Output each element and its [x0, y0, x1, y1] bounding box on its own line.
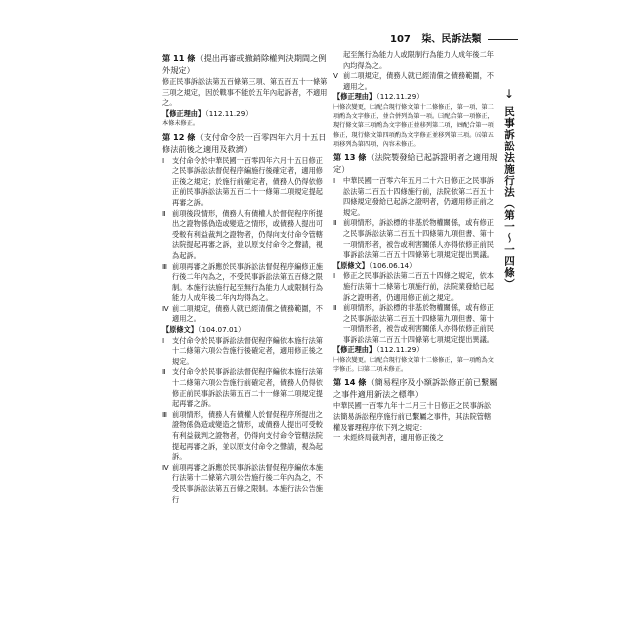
article-12-orig-para-4: Ⅳ 前項再審之訴應於民事訴訟法督促程序編依本施行法第十二條第六項公告施行後二年內為之，不受民事訴訟法第五百條之限制。本施行法公告施行 — [162, 462, 323, 504]
article-11-reason-text: 本條未修正。 — [162, 120, 200, 128]
page-number: 107 — [390, 34, 411, 45]
article-12-original-label: 【原條文】（104.07.01） — [162, 325, 246, 335]
article-12-orig-para-2: Ⅱ 支付命令於民事訴訟法督促程序編依本施行法第十二條第六項公告施行前確定者，債務人仍得依修正前民事訴訟法第五百二十一條第二項規定提起再審之訴。 — [162, 367, 323, 409]
chapter-title: 柒、民訴法類 — [421, 34, 482, 45]
article-11-reason: 【修正理由】（112.11.29） — [162, 108, 253, 118]
down-arrow-icon: ↓ — [504, 87, 515, 101]
article-13-orig-para-2: Ⅱ 前項情形，訴訟標的非基於物權關係，或有修正之民事訴訟法第二百五十四條第九項但書、第十一項情形者，被告或利害關係人亦得依修正前民事訴訟法第二百五十四條第七項規定提出異議。 — [333, 303, 494, 344]
side-tab — [500, 88, 526, 288]
article-12-orig-continued: 起至無行為能力人或限制行為能力人成年後二年內均得為之。 — [343, 50, 494, 70]
article-12-para-4: Ⅳ 前二項規定，債務人就已經清償之債務範圍，不適用之。 — [162, 303, 323, 324]
article-12-orig-para-5: Ⅴ 前二項規定，債務人就已經清償之債務範圍，不適用之。 — [333, 71, 494, 91]
article-14-item-1: 一 未經終局裁判者，適用修正後之 — [333, 433, 444, 443]
article-13-para-2: Ⅱ 前項情形，訴訟標的非基於物權關係，或有修正之民事訴訟法第二百五十四條第九項但書、第十一項情形者，被告或利害關係人亦得依修正前民事訴訟法第二百五十四條第七項規定提出異議。 — [333, 218, 494, 260]
article-12-para-2: Ⅱ 前項後段情形，債務人有債權人於督促程序所提出之證物係偽造或變造之情形，或債務人提出可受較有利益裁判之證物者，仍得向支付命令管轄法院提起再審之訴，並以原支付命令之聲請，視為起訴。 — [162, 208, 323, 260]
article-13-heading: 第 13 條（法院製發給已起訴證明者之適用規定） — [333, 151, 498, 174]
article-12-orig-para-1: Ⅰ 支付命令於民事訴訟法督促程序編依本施行法第十二條第六項公告施行後確定者，適用修正後之規定。 — [162, 335, 323, 366]
article-12-orig-para-3: Ⅲ 前項情形，債務人有債權人於督促程序所提出之證物係偽造或變造之情形，或債務人提出可受較有利益裁判之證物者，仍得向支付命令管轄法院提起再審之訴，並以原支付命令之聲請，視為起訴。 — [162, 409, 323, 462]
article-11-body: 修正民事訴訟法第五百條第三項、第五百五十一條第三項之規定，因於戰事不能於五年內起訴者，不適用之。 — [162, 77, 328, 108]
article-13-para-1: Ⅰ 中華民國一百零六年五月二十六日修正之民事訴訟法第二百五十四條施行前，法院依第二百五十四條規定發給已起訴之證明者，仍適用修正前之規定。 — [333, 175, 494, 217]
article-12-reason-text: ㈠條次變更，㈡配合現行條文第十二條修正，第一項、第二項酌為文字修正，並合併列為第一項。㈢配合第一項修正，現行條文第三項酌為文字修正並移列第二項，㈣配合第一項修正，現行條文第四項酌為文字修正並移列第三項。㈤第五項移列為第四項，內容未修正。 — [333, 103, 494, 148]
article-12-heading: 第 12 條（支付命令於一百零四年六月十五日修法前後之適用及救濟） — [162, 131, 327, 154]
article-11-heading: 第 11 條（提出再審或撤銷除權判決期間之例外規定） — [162, 53, 327, 75]
page-header — [390, 30, 518, 45]
side-tab-label: 民事訴訟法施行法（第一～一四條） — [503, 106, 515, 290]
article-14-heading: 第 14 條（簡易程序及小額訴訟修正前已繫屬之事件適用新法之標準） — [333, 377, 498, 400]
article-12-para-1: Ⅰ 支付命令於中華民國一百零四年六月十五日修正之民事訴訟法督促程序編施行後確定者，適用修正後之規定；於施行前確定者，債務人仍得依修正前民事訴訟法第五百二十一條第二項規定提起再審之訴。 — [162, 155, 323, 207]
article-13-original-label: 【原條文】（106.06.14） — [333, 260, 417, 270]
article-13-reason-text: ㈠條次變更。㈡配合現行條文第十二條修正，第一項酌為文字修正。㈢第二項未修正。 — [333, 357, 494, 374]
right-column — [333, 50, 498, 444]
article-13-reason: 【修正理由】（112.11.29） — [333, 345, 424, 355]
article-13-orig-para-1: Ⅰ 修正之民事訴訟法第二百五十四條之規定，依本施行法第十二條第七項施行前，法院業發給已起訴之證明者，仍適用修正前之規定。 — [333, 271, 494, 302]
article-14-body: 中華民國一百零九年十二月三十日修正之民事訴訟法簡易訴訟程序施行前已繫屬之事件，其法院管轄權及審理程序依下列之規定： — [333, 401, 492, 432]
article-12-reason: 【修正理由】（112.11.29） — [333, 92, 424, 102]
article-12-para-3: Ⅲ 前項再審之訴應於民事訴訟法督促程序編修正施行後二年內為之，不受民事訴訟法第五百條之限制。本施行法施行起至無行為能力人或限制行為能力人成年後二年內均得為之。 — [162, 261, 323, 303]
header-rule — [488, 39, 518, 40]
left-column — [162, 50, 328, 505]
